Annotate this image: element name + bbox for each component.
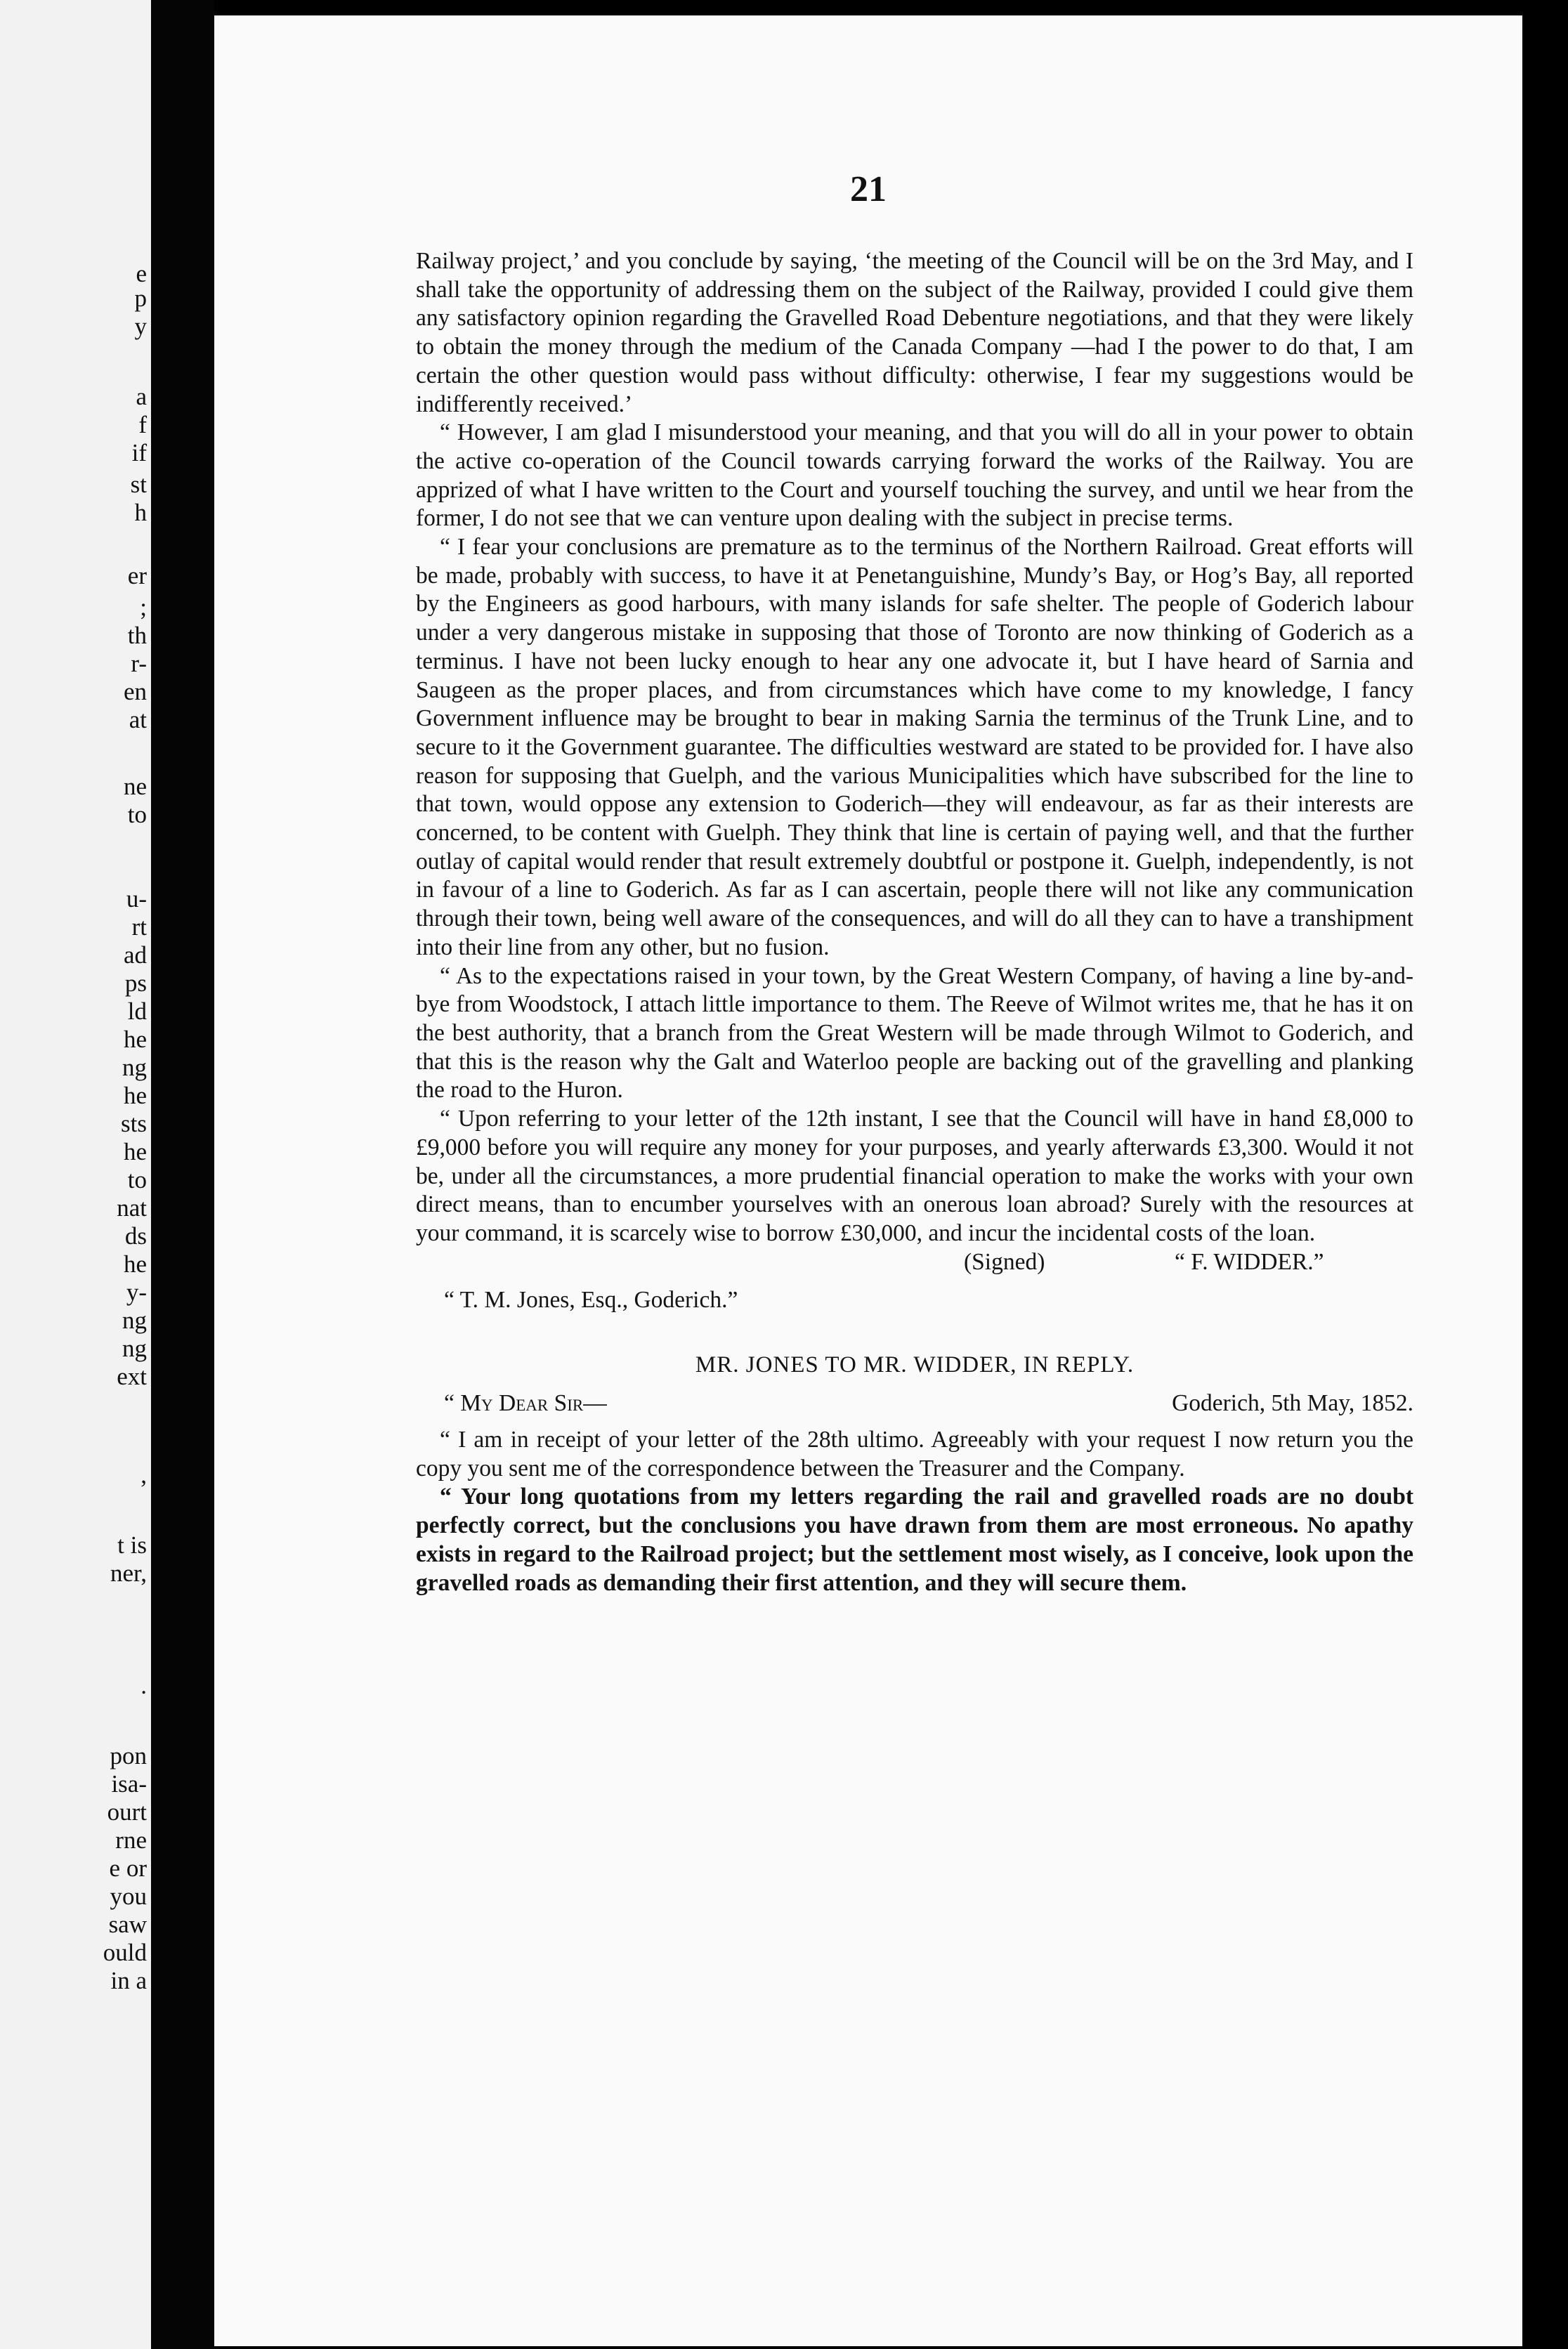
facing-page-fragment: ner, (110, 1559, 147, 1587)
facing-page-fragment: e (136, 260, 147, 287)
signature-line (416, 1248, 1413, 1279)
dateline: Goderich, 5th May, 1852. (1172, 1390, 1413, 1417)
page-edge (1522, 0, 1568, 2349)
paragraph-4: “ As to the expectations raised in your town, by the Great Western Company, of having a line by-and-bye from Woodstock, I attach little importance to them. The Reeve of Wilmot writes me, that he has it on the best authority, that a branch from the Great Western will be made through Wilmot to Goderich, and that this is the reason why the Galt and Waterloo people are backing out of the gravelling and planking the road to the Huron. (416, 962, 1413, 1104)
facing-page-fragment: ourt (107, 1798, 147, 1826)
facing-page-fragment: ad (123, 941, 147, 969)
facing-page-fragment: th (127, 622, 147, 649)
facing-page-fragment: rne (115, 1826, 147, 1854)
facing-page-fragment: y (134, 313, 147, 340)
facing-page-fragment: er (127, 562, 147, 589)
facing-page-fragment: if (131, 439, 147, 466)
facing-page-fragment: nat (117, 1194, 147, 1222)
facing-page-fragment: he (123, 1250, 147, 1278)
addressee: “ T. M. Jones, Esq., Goderich.” (444, 1286, 738, 1313)
facing-page-fragment: ld (127, 997, 147, 1025)
paragraph-2: “ However, I am glad I misunderstood your meaning, and that you will do all in your power to obtain the active co-operation of the Council towards carrying forward the works of the Railway. You are apprized of what I have written to the Court and yourself touching the survey, and until we hear from the former, I do not see that we can venture upon dealing with the subject in precise terms. (416, 419, 1413, 532)
facing-page-fragment: at (129, 706, 147, 733)
facing-page-fragment: , (141, 1461, 147, 1488)
facing-page-fragment: rt (131, 913, 147, 941)
facing-page-fragment: he (123, 1082, 147, 1109)
facing-page-fragment: ould (103, 1939, 147, 1966)
facing-page-fragment: . (141, 1672, 147, 1699)
facing-page-fragment: t is (117, 1531, 147, 1559)
section-title: MR. JONES TO MR. WIDDER, IN REPLY. (695, 1352, 1135, 1378)
facing-page-fragment: isa- (111, 1770, 147, 1798)
reply-paragraph-2: “ Your long quotations from my letters regarding the rail and gravelled roads are no doubt perfectly correct, but the conclusions you have drawn from them are most erroneous. No apathy exists in regard to the Railroad project; but the settlement most wisely, as I conceive, look upon the gravelled roads as demanding their first attention, and they will secure them. (416, 1484, 1413, 1596)
letter-body (416, 247, 1413, 1597)
facing-page-fragment: sts (121, 1110, 147, 1137)
paragraph-3: “ I fear your conclusions are premature as to the terminus of the Northern Railroad. Great efforts will be made, probably with success, to have it at Penetanguishine, Mundy’s Bay, or Hog’s Bay, all reported by the Engineers as good harbours, with many islands for safe shelter. The people of Goderich labour under a very dangerous mistake in supposing that those of Toronto are now thinking of Goderich as a terminus. I have not been lucky enough to hear any one advocate it, but I have heard of Sarnia and Saugeen as the proper places, and from circumstances which have come to my knowledge, I fancy Government influence may be brought to bear in making Sarnia the terminus of the Trunk Line, and to secure to it the Government guarantee. The difficulties westward are stated to be provided for. I have also reason for supposing that Guelph, and the various Municipalities which have subscribed for the line to that town, would oppose any extension to Goderich—they will endeavour, as far as their interests are concerned, to be content with Guelph. They think that line is certain of paying well, and that the further outlay of capital would render that result extremely doubtful or postpone it. Guelph, independently, is not in favour of a line to Goderich. As far as I can ascertain, people there will not like any communication through their town, being well aware of the consequences, and will do all they can to have a transhipment into their line from any other, but no fusion. (416, 534, 1413, 960)
facing-page-fragment: ng (122, 1054, 147, 1081)
paragraph-1: Railway project,’ and you conclude by saying, ‘the meeting of the Council will be on the 3rd May, and I shall take the opportunity of addressing them on the subject of the Railway, provided I could give them any satisfactory opinion regarding the Gravelled Road Debenture negotiations, and that they were likely to obtain the money through the medium of the Canada Company —had I the power to do that, I am certain the other question would pass without difficulty: otherwise, I fear my suggestions would be indifferently received.’ (416, 248, 1413, 417)
page-number: 21 (850, 169, 887, 209)
facing-page-fragment: a (136, 383, 147, 410)
facing-page-fragment: u- (126, 885, 147, 912)
facing-page-fragment: ; (140, 594, 147, 621)
facing-page-fragment: pon (110, 1742, 147, 1769)
salutation: “ My Dear Sir— (444, 1390, 607, 1417)
paragraph-5: “ Upon referring to your letter of the 12th instant, I see that the Council will have in hand £8,000 to £9,000 before you will require any money for your purposes, and yearly afterwards £3,300. Would it not be, under all the circumstances, a more prudential financial operation to make the works with your own direct means, than to encumber yourselves with an onerous loan abroad? Surely with the resources at your command, it is scarcely wise to borrow £30,000, and incur the incidental costs of the loan. (416, 1106, 1413, 1246)
facing-page-margin (0, 0, 151, 2349)
signatory-name: “ F. WIDDER.” (1175, 1248, 1324, 1275)
page (214, 15, 1522, 2346)
signed-label: (Signed) (964, 1248, 1045, 1275)
facing-page-fragment: ps (124, 969, 147, 997)
facing-page-fragment: ng (122, 1335, 147, 1362)
facing-page-fragment: ext (117, 1363, 147, 1390)
facing-page-fragment: to (127, 801, 147, 828)
facing-page-fragment: he (123, 1138, 147, 1165)
reply-paragraph-1: “ I am in receipt of your letter of the 28th ultimo. Agreeably with your request I now return you the copy you sent me of the correspondence between the Treasurer and the Company. (416, 1427, 1413, 1481)
facing-page-fragment: en (123, 678, 147, 705)
book-spine (151, 0, 214, 2349)
facing-page-fragment: you (110, 1883, 147, 1910)
facing-page-fragment: h (134, 499, 147, 526)
salutation-line (416, 1389, 1413, 1420)
facing-page-fragment: st (130, 471, 147, 498)
facing-page-fragment: he (123, 1026, 147, 1053)
facing-page-fragment: ne (123, 773, 147, 800)
facing-page-fragment: in a (110, 1967, 147, 1994)
facing-page-fragment: saw (108, 1911, 147, 1938)
facing-page-fragment: f (138, 411, 147, 438)
facing-page-fragment: e or (109, 1854, 147, 1882)
facing-page-fragment: p (134, 284, 147, 312)
facing-page-fragment: y- (126, 1278, 147, 1306)
facing-page-fragment: to (127, 1166, 147, 1193)
facing-page-fragment: r- (131, 650, 147, 677)
facing-page-fragment: ds (124, 1222, 147, 1250)
facing-page-fragment: ng (122, 1307, 147, 1334)
